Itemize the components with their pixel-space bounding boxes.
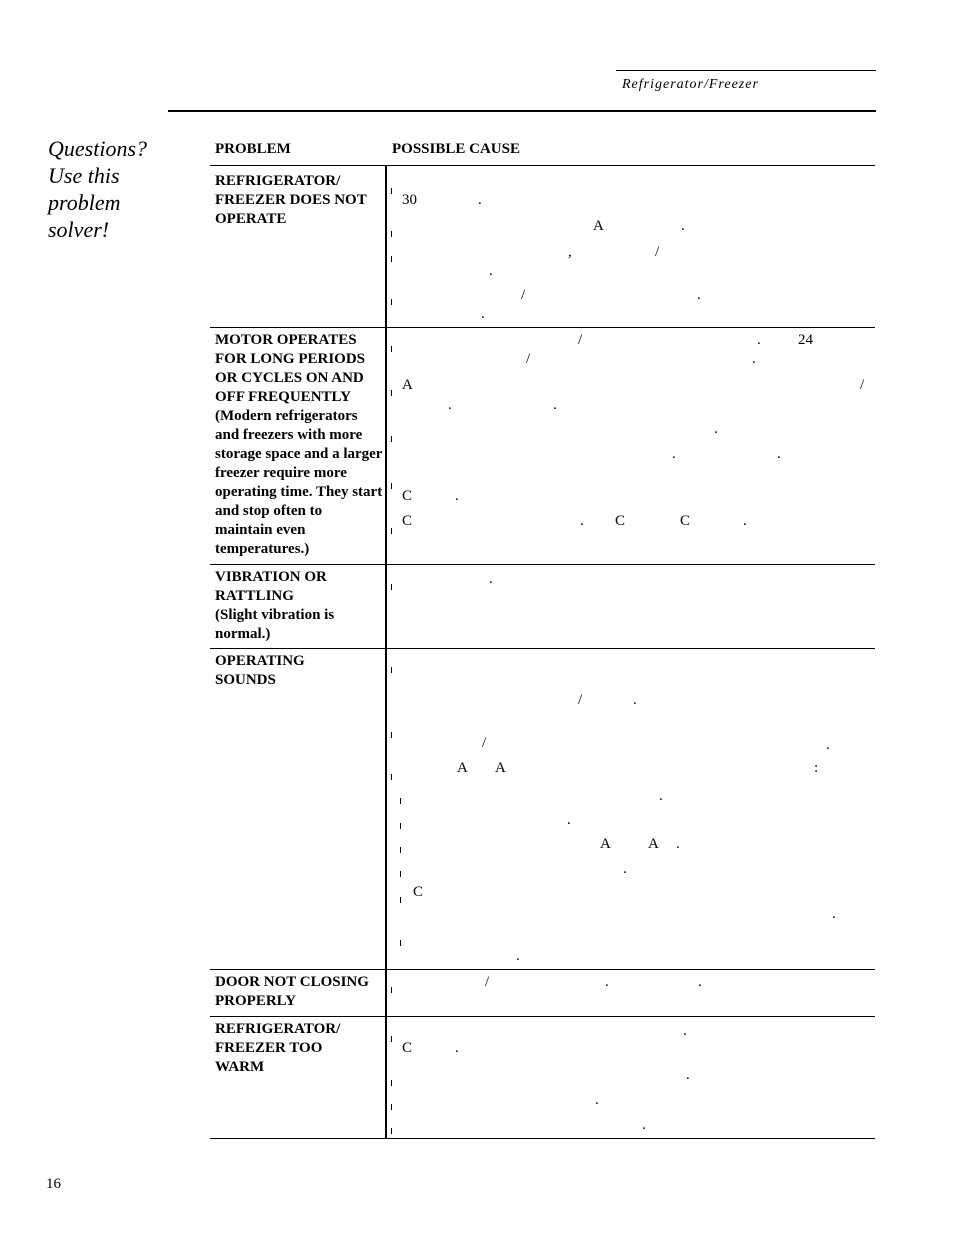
cause-fragment: C — [680, 513, 691, 529]
cause-fragment: . — [832, 906, 836, 922]
bullet-mark — [391, 1128, 392, 1134]
problem-note: (Slight vibration is normal.) — [215, 607, 335, 642]
bullet-mark — [391, 774, 392, 780]
page-number: 16 — [46, 1176, 61, 1192]
header-rule-top — [616, 70, 876, 71]
problem-title: REFRIGERATOR/ FREEZER TOO WARM — [215, 1021, 341, 1075]
cause-fragment: . — [455, 1040, 459, 1056]
bullet-mark — [391, 231, 392, 237]
cause-fragment: / — [485, 974, 490, 990]
bullet-mark — [400, 847, 401, 853]
problem-cell — [215, 973, 383, 1011]
cause-fragment: . — [489, 263, 493, 279]
cause-fragment: / — [860, 377, 865, 393]
cause-fragment: . — [448, 397, 452, 413]
sidebar-line: Questions? — [48, 136, 147, 161]
cause-fragment: / — [578, 692, 583, 708]
problem-title: VIBRATION OR RATTLING — [215, 569, 327, 604]
cause-fragment: . — [757, 332, 761, 348]
bullet-mark — [400, 823, 401, 829]
bullet-mark — [391, 188, 392, 194]
cause-fragment: A — [648, 836, 659, 852]
bullet-mark — [400, 897, 401, 903]
sidebar-heading — [48, 135, 178, 243]
bullet-mark — [400, 940, 401, 946]
cause-fragment: 24 — [798, 332, 813, 348]
cause-fragment: / — [578, 332, 583, 348]
cause-fragment: . — [681, 218, 685, 234]
cause-fragment: , — [568, 244, 572, 260]
cause-fragment: / — [521, 287, 526, 303]
cause-fragment: C — [402, 513, 413, 529]
cause-fragment: . — [567, 812, 571, 828]
bullet-mark — [391, 732, 392, 738]
bullet-mark — [391, 528, 392, 534]
problem-note: (Modern refrigerators and freezers with more storage space and a larger freezer require more operating time. They start and stop often to maintain even temperatures.) — [215, 408, 383, 557]
cause-fragment: . — [481, 306, 485, 322]
bullet-mark — [391, 1036, 392, 1042]
cause-fragment: . — [642, 1117, 646, 1133]
cause-fragment: : — [814, 760, 819, 776]
problem-title: MOTOR OPERATES FOR LONG PERIODS OR CYCLES ON AND OFF FREQUENTLY — [215, 332, 366, 405]
problem-cell — [215, 1020, 355, 1077]
cause-fragment: . — [826, 737, 830, 753]
bullet-mark — [391, 584, 392, 590]
cause-fragment: A — [600, 836, 611, 852]
cause-fragment: . — [623, 861, 627, 877]
table-rule — [210, 564, 875, 565]
cause-fragment: . — [698, 974, 702, 990]
column-divider — [385, 166, 387, 1138]
bullet-mark — [391, 1104, 392, 1110]
cause-fragment: . — [714, 421, 718, 437]
table-rule — [210, 1138, 875, 1139]
column-header-problem: PROBLEM — [215, 141, 291, 157]
problem-title: OPERATING SOUNDS — [215, 653, 305, 688]
sidebar-line: Use this — [48, 163, 120, 188]
bullet-mark — [400, 871, 401, 877]
cause-fragment: . — [686, 1067, 690, 1083]
cause-fragment: . — [516, 948, 520, 964]
cause-fragment: . — [605, 974, 609, 990]
cause-fragment: . — [489, 571, 493, 587]
cause-fragment: C — [413, 884, 424, 900]
bullet-mark — [391, 256, 392, 262]
bullet-mark — [391, 987, 392, 993]
table-rule — [210, 165, 875, 166]
bullet-mark — [400, 798, 401, 804]
header-rule-main — [168, 110, 876, 112]
problem-cell — [215, 568, 383, 644]
problem-title: REFRIGERATOR/ FREEZER DOES NOT OPERATE — [215, 173, 367, 227]
problem-cell — [215, 331, 383, 559]
cause-fragment: / — [655, 244, 660, 260]
cause-fragment: . — [633, 692, 637, 708]
table-rule — [210, 969, 875, 970]
cause-fragment: . — [455, 488, 459, 504]
cause-fragment: A — [457, 760, 468, 776]
bullet-mark — [391, 667, 392, 673]
cause-fragment: / — [482, 735, 487, 751]
cause-fragment: . — [777, 446, 781, 462]
problem-cell — [215, 652, 335, 690]
sidebar-line: solver! — [48, 217, 110, 242]
column-header-cause: POSSIBLE CAUSE — [392, 141, 520, 157]
cause-fragment: . — [659, 788, 663, 804]
table-rule — [210, 1016, 875, 1017]
cause-fragment: 30 — [402, 192, 417, 208]
bullet-mark — [391, 1080, 392, 1086]
cause-fragment: . — [683, 1023, 687, 1039]
cause-fragment: A — [402, 377, 413, 393]
sidebar-line: problem — [48, 190, 121, 215]
cause-fragment: . — [580, 513, 584, 529]
bullet-mark — [391, 483, 392, 489]
cause-fragment: . — [752, 351, 756, 367]
cause-fragment: . — [697, 287, 701, 303]
bullet-mark — [391, 299, 392, 305]
problem-title: DOOR NOT CLOSING PROPERLY — [215, 974, 369, 1009]
cause-fragment: . — [672, 446, 676, 462]
cause-fragment: . — [743, 513, 747, 529]
bullet-mark — [391, 390, 392, 396]
problem-cell — [215, 172, 383, 229]
cause-fragment: C — [402, 1040, 413, 1056]
cause-fragment: C — [615, 513, 626, 529]
cause-fragment: A — [593, 218, 604, 234]
bullet-mark — [391, 346, 392, 352]
bullet-mark — [391, 436, 392, 442]
cause-fragment: . — [595, 1092, 599, 1108]
cause-fragment: . — [676, 836, 680, 852]
table-rule — [210, 648, 875, 649]
cause-fragment: A — [495, 760, 506, 776]
table-rule — [210, 327, 875, 328]
cause-fragment: . — [553, 397, 557, 413]
cause-fragment: . — [478, 192, 482, 208]
running-header-title: Refrigerator/Freezer — [622, 77, 759, 92]
cause-fragment: C — [402, 488, 413, 504]
cause-fragment: / — [526, 351, 531, 367]
